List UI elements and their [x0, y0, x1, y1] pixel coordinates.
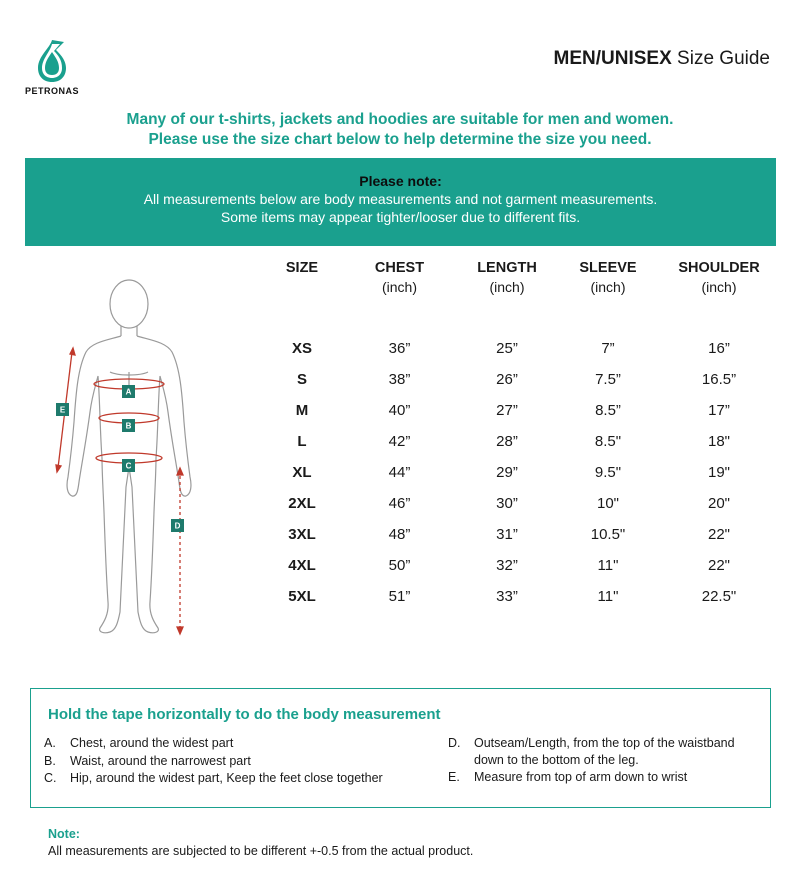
- body-outline-illustration: [30, 272, 260, 652]
- cell-shoulder: 22": [707, 526, 730, 543]
- cell-sleeve: 9.5": [594, 464, 622, 481]
- cell-length: 31”: [496, 526, 518, 543]
- list-item: A. Chest, around the widest part: [44, 736, 234, 750]
- cell-length: 26”: [496, 371, 518, 388]
- cell-chest: 40”: [388, 402, 411, 419]
- cell-length: 27”: [496, 402, 518, 419]
- cell-chest: 48”: [388, 526, 411, 543]
- cell-chest: 44”: [388, 464, 411, 481]
- table-spacer: [262, 302, 779, 333]
- cell-shoulder: 16”: [708, 340, 730, 357]
- cell-length: 33”: [496, 588, 518, 605]
- label-e: E: [59, 405, 66, 415]
- cell-length: 25”: [496, 340, 518, 357]
- cell-shoulder: 22": [707, 557, 730, 574]
- cell-size: 5XL: [288, 588, 316, 605]
- logo-text: PETRONAS: [24, 86, 79, 96]
- table-header-row: [262, 258, 779, 302]
- cell-length: 32”: [496, 557, 518, 574]
- title-rest: Size Guide: [677, 48, 770, 69]
- table-row: [262, 519, 779, 550]
- intro-line-1: Many of our t-shirts, jackets and hoodies are suitable for men and women.: [126, 111, 674, 128]
- label-c: C: [125, 461, 132, 471]
- intro-line-2: Please use the size chart below to help determine the size you need.: [148, 131, 652, 148]
- cell-chest: 42”: [388, 433, 411, 450]
- cell-length: 29”: [496, 464, 518, 481]
- cell-shoulder: 18": [707, 433, 730, 450]
- note-heading: Please note:: [359, 173, 442, 189]
- list-item: D. Outseam/Length, from the top of the waistband down to the bottom of the leg.: [448, 736, 735, 767]
- footer-heading: Note:: [48, 827, 80, 841]
- cell-shoulder: 22.5": [701, 588, 737, 605]
- measurement-instructions: [30, 688, 771, 808]
- table-row: [262, 457, 779, 488]
- cell-chest: 46”: [388, 495, 411, 512]
- cell-size: 2XL: [288, 495, 316, 512]
- instructions-list-right: [448, 735, 758, 787]
- header-length: LENGTH (inch): [477, 260, 537, 295]
- note-banner: [25, 158, 776, 246]
- body-figure: [30, 272, 260, 652]
- cell-sleeve: 7”: [601, 340, 615, 357]
- petronas-logo-mark: [30, 38, 74, 84]
- cell-sleeve: 11": [597, 557, 619, 574]
- instructions-title: Hold the tape horizontally to do the body measurement: [48, 706, 441, 723]
- cell-sleeve: 11": [597, 588, 619, 605]
- cell-size: XS: [291, 340, 312, 357]
- cell-length: 28”: [496, 433, 518, 450]
- cell-size: 3XL: [288, 526, 316, 543]
- cell-shoulder: 19": [707, 464, 730, 481]
- cell-chest: 36”: [388, 340, 411, 357]
- cell-sleeve: 10.5": [590, 526, 626, 543]
- list-item: E. Measure from top of arm down to wrist: [448, 770, 688, 784]
- table-row: [262, 426, 779, 457]
- cell-size: M: [295, 402, 309, 419]
- header-chest: CHEST (inch): [374, 260, 425, 295]
- table-row: [262, 333, 779, 364]
- cell-sleeve: 8.5”: [595, 402, 621, 419]
- cell-size: XL: [292, 464, 312, 481]
- cell-sleeve: 8.5": [594, 433, 622, 450]
- instructions-list-left: [44, 735, 444, 788]
- cell-chest: 51”: [388, 588, 411, 605]
- table-row: [262, 395, 779, 426]
- cell-shoulder: 20": [707, 495, 730, 512]
- footer-note: [48, 826, 473, 860]
- cell-size: S: [296, 371, 307, 388]
- label-a: A: [125, 387, 132, 397]
- page-title: [554, 48, 770, 70]
- cell-sleeve: 7.5”: [595, 371, 621, 388]
- table-row: [262, 550, 779, 581]
- cell-length: 30”: [496, 495, 518, 512]
- cell-chest: 38”: [388, 371, 411, 388]
- cell-shoulder: 16.5”: [701, 371, 737, 388]
- table-row: [262, 581, 779, 612]
- note-line-1: All measurements below are body measurements and not garment measurements.: [143, 191, 658, 207]
- cell-size: L: [297, 433, 307, 450]
- header-sleeve: SLEEVE (inch): [579, 260, 637, 295]
- label-b: B: [125, 421, 132, 431]
- list-item: C. Hip, around the widest part, Keep the feet close together: [44, 771, 383, 785]
- list-item: B. Waist, around the narrowest part: [44, 753, 251, 768]
- size-table: [262, 258, 779, 612]
- footer-text: All measurements are subjected to be different +-0.5 from the actual product.: [48, 844, 474, 858]
- label-d: D: [174, 521, 181, 531]
- cell-chest: 50”: [388, 557, 411, 574]
- header-size: SIZE: [285, 260, 319, 276]
- cell-shoulder: 17”: [708, 402, 730, 419]
- note-line-2: Some items may appear tighter/looser due to different fits.: [220, 209, 581, 225]
- cell-size: 4XL: [288, 557, 316, 574]
- cell-sleeve: 10": [596, 495, 619, 512]
- petronas-logo: [22, 38, 82, 98]
- body-outline: [67, 280, 191, 633]
- title-bold: MEN/UNISEX: [553, 48, 672, 69]
- header-shoulder: SHOULDER (inch): [678, 260, 760, 295]
- table-row: [262, 488, 779, 519]
- table-row: [262, 364, 779, 395]
- intro-text: [0, 110, 800, 150]
